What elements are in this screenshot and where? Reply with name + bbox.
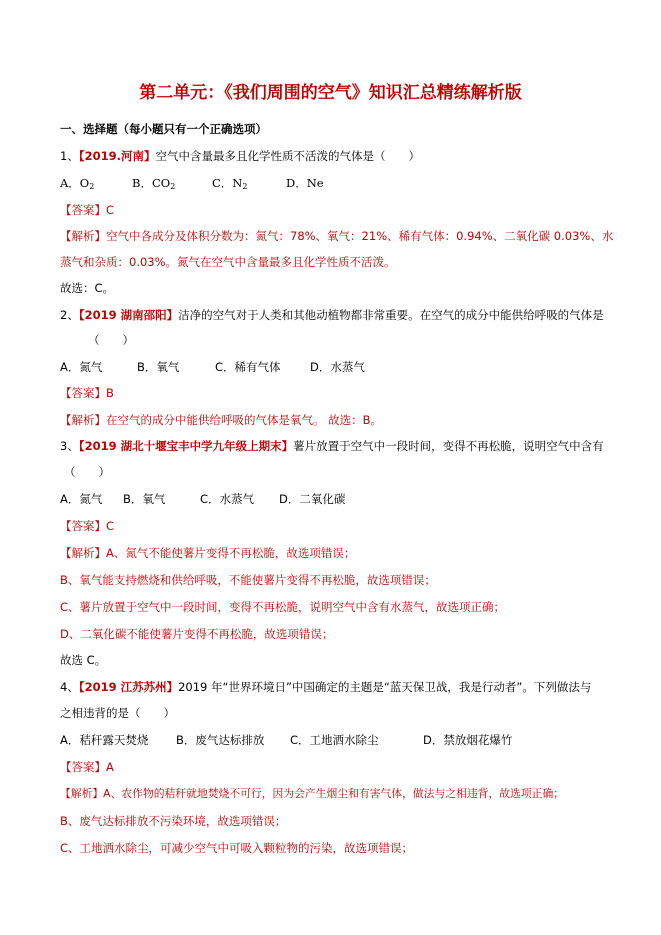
question-1	[60, 148, 420, 164]
question-3	[60, 438, 604, 454]
answer: 【答案】C	[60, 519, 115, 533]
option-c: C．$N_2$	[212, 176, 248, 191]
analysis-line: 【解析】空气中各成分及体积分数为：氮气：78%、氧气：21%、稀有气体：0.94%、二氧化碳 0.03%、水	[60, 229, 614, 243]
analysis-line: C、工地洒水除尘，可减少空气中可吸入颗粒物的污染，故选项错误；	[60, 841, 414, 855]
question-number: 2、	[60, 308, 79, 322]
question-stem: 2019 年“世界环境日”中国确定的主题是“蓝天保卫战，我是行动者”。下列做法与	[178, 680, 592, 694]
answer: 【答案】C	[60, 203, 115, 217]
question-4	[60, 679, 591, 695]
option-b: B．氧气	[123, 492, 166, 506]
analysis-line: B、氧气能支持燃烧和供给呼吸，不能使薯片变得不再松脆，故选项错误；	[60, 573, 436, 587]
option-c: C．稀有气体	[215, 360, 281, 374]
conclusion: 故选：C。	[60, 281, 115, 295]
question-stem-continued: （ ）	[88, 333, 134, 347]
option-a: A．氮气	[60, 492, 103, 506]
section-heading: 一、选择题（每小题只有一个正确选项）	[60, 122, 267, 136]
analysis-line: 【解析】在空气的成分中能供给呼吸的气体是氧气。 故选：B。	[60, 413, 383, 427]
analysis-line: 【解析】A、农作物的秸秆就地焚烧不可行，因为会产生烟尘和有害气体，做法与之相违背，故选项正确；	[60, 787, 565, 800]
question-2-options	[60, 359, 365, 375]
question-2	[60, 307, 604, 323]
option-a: A．$O_2$	[60, 176, 95, 191]
document-title: 第二单元：《我们周围的空气》知识汇总精练解析版	[139, 83, 522, 103]
option-d: D．水蒸气	[310, 360, 365, 374]
option-a: A．秸秆露天焚烧	[60, 733, 149, 747]
answer: 【答案】B	[60, 386, 114, 400]
question-source-tag: 【2019 湖北十堰宝丰中学九年级上期末】	[78, 439, 294, 453]
conclusion: 故选 C。	[60, 653, 107, 667]
question-stem: 空气中含量最多且化学性质不活泼的气体是（ ）	[155, 149, 420, 163]
analysis-line: 【解析】A、氮气不能使薯片变得不再松脆，故选项错误；	[60, 546, 356, 560]
question-stem-continued: 之相违背的是（ ）	[60, 706, 175, 720]
question-source-tag: 【2019.河南】	[78, 149, 156, 163]
option-d: D．二氧化碳	[279, 492, 346, 506]
question-stem-continued: （ ）	[64, 465, 110, 479]
option-c: C．工地洒水除尘	[290, 733, 379, 747]
option-b: B．氧气	[137, 360, 180, 374]
option-c: C．水蒸气	[200, 492, 255, 506]
question-number: 1、	[60, 149, 79, 163]
question-stem: 薯片放置于空气中一段时间，变得不再松脆，说明空气中含有	[293, 439, 604, 453]
answer: 【答案】A	[60, 760, 114, 774]
option-d: D．Ne	[286, 176, 324, 190]
question-4-options	[60, 732, 512, 748]
question-number: 4、	[60, 680, 79, 694]
question-source-tag: 【2019 江苏苏州】	[78, 680, 179, 694]
question-1-options	[60, 175, 324, 191]
question-number: 3、	[60, 439, 79, 453]
option-b: B．$CO_2$	[132, 176, 176, 191]
analysis-line: B、废气达标排放不污染环境，故选项错误；	[60, 814, 287, 828]
analysis-line: C、薯片放置于空气中一段时间，变得不再松脆，说明空气中含有水蒸气，故选项正确；	[60, 600, 506, 614]
option-d: D．禁放烟花爆竹	[423, 733, 513, 747]
option-b: B．废气达标排放	[176, 733, 265, 747]
analysis-line: D、二氧化碳不能使薯片变得不再松脆，故选项错误；	[60, 627, 334, 641]
analysis-line: 蒸气和杂质：0.03%。氮气在空气中含量最多且化学性质不活泼。	[60, 255, 396, 269]
option-a: A．氮气	[60, 360, 103, 374]
question-stem: 洁净的空气对于人类和其他动植物都非常重要。在空气的成分中能供给呼吸的气体是	[178, 308, 604, 322]
question-3-options	[60, 491, 345, 507]
question-source-tag: 【2019 湖南邵阳】	[78, 308, 179, 322]
